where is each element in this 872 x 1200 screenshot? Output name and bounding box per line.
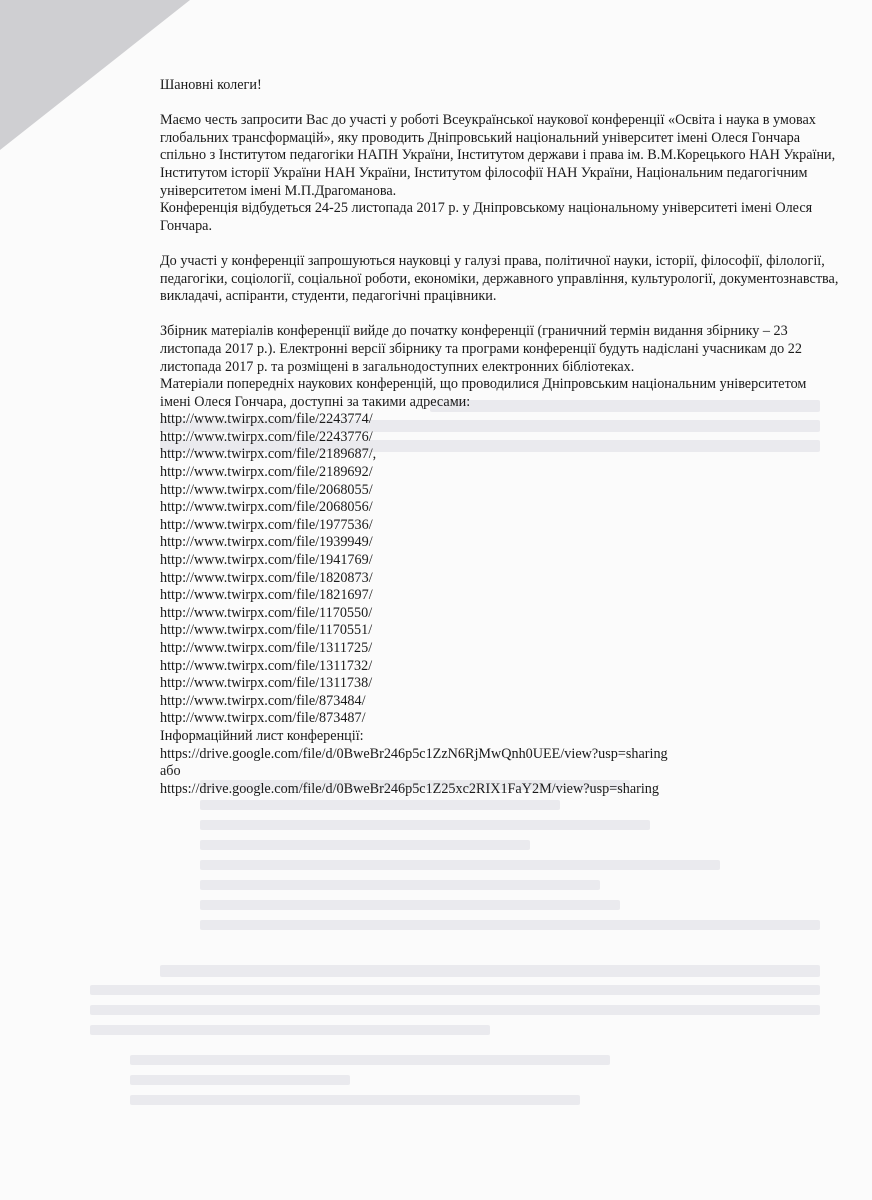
- proceedings-paragraph: Збірник матеріалів конференції вийде до початку конференції (граничний термін видання збірнику – 23 листопада 2017 р.). Електронні версії збірнику та програми конференції будуть надіслані учасникам до 22 листопада 2017 р. та розміщені в загальнодоступних електронних бібліотеках.: [160, 323, 802, 375]
- link[interactable]: http://www.twirpx.com/file/873487/: [160, 710, 366, 727]
- link[interactable]: http://www.twirpx.com/file/2189687/,: [160, 446, 377, 463]
- info-letter-label: Інформаційний лист конференції:: [160, 727, 364, 744]
- greeting: Шановні колеги!: [160, 77, 262, 93]
- invitation-paragraph: Маємо честь запросити Вас до участі у роботі Всеукраїнської наукової конференції «Освіта і наука в умовах глобальних трансформацій», яку проводить Дніпровський національний університет імені Олеся Гончара спільно з Інститутом педагогіки НАПН України, Інститутом держави і права ім. В.М.Корецького НАН України, Інститутом історії України НАН України, Інститутом філософії НАН України, Національним педагогічним університетом імені М.П.Драгоманова.: [160, 112, 836, 199]
- link[interactable]: http://www.twirpx.com/file/1941769/: [160, 552, 373, 569]
- info-letter-link-1[interactable]: https://drive.google.com/file/d/0BweBr246p5c1ZzN6RjMwQnh0UEE/view?usp=sharing: [160, 745, 668, 762]
- link[interactable]: http://www.twirpx.com/file/2068055/: [160, 481, 373, 498]
- previous-materials-links: [160, 411, 840, 728]
- link[interactable]: http://www.twirpx.com/file/2189692/: [160, 464, 373, 481]
- previous-materials-intro: Матеріали попередніх наукових конференцій, що проводилися Дніпровським національним університетом імені Олеся Гончара, доступні за такими адресами:: [160, 376, 807, 410]
- link[interactable]: http://www.twirpx.com/file/2068056/: [160, 499, 373, 516]
- link[interactable]: http://www.twirpx.com/file/1820873/: [160, 569, 373, 586]
- link[interactable]: http://www.twirpx.com/file/873484/: [160, 692, 366, 709]
- link[interactable]: http://www.twirpx.com/file/1170550/: [160, 604, 373, 621]
- letter-body: [160, 77, 840, 798]
- link[interactable]: http://www.twirpx.com/file/1311738/: [160, 675, 373, 692]
- link[interactable]: http://www.twirpx.com/file/1170551/: [160, 622, 373, 639]
- info-letter-link-2[interactable]: https://drive.google.com/file/d/0BweBr246p5c1Z25xc2RIX1FaY2M/view?usp=sharing: [160, 780, 659, 797]
- link[interactable]: http://www.twirpx.com/file/2243774/: [160, 411, 373, 428]
- participants-paragraph: До участі у конференції запрошуються науковці у галузі права, політичної науки, історії, філософії, філології, педагогіки, соціології, соціальної роботи, економіки, державного управління, культурології, документознавства, викладачі, аспіранти, студенти, педагогічні працівники.: [160, 252, 839, 305]
- link[interactable]: http://www.twirpx.com/file/2243776/: [160, 428, 373, 445]
- or-label: або: [160, 763, 181, 780]
- link[interactable]: http://www.twirpx.com/file/1821697/: [160, 587, 373, 604]
- link[interactable]: http://www.twirpx.com/file/1311732/: [160, 657, 373, 674]
- date-place-paragraph: Конференція відбудеться 24-25 листопада 2017 р. у Дніпровському національному університеті імені Олеся Гончара.: [160, 200, 813, 234]
- link[interactable]: http://www.twirpx.com/file/1977536/: [160, 516, 373, 533]
- link[interactable]: http://www.twirpx.com/file/1311725/: [160, 640, 373, 656]
- link[interactable]: http://www.twirpx.com/file/1939949/: [160, 534, 373, 551]
